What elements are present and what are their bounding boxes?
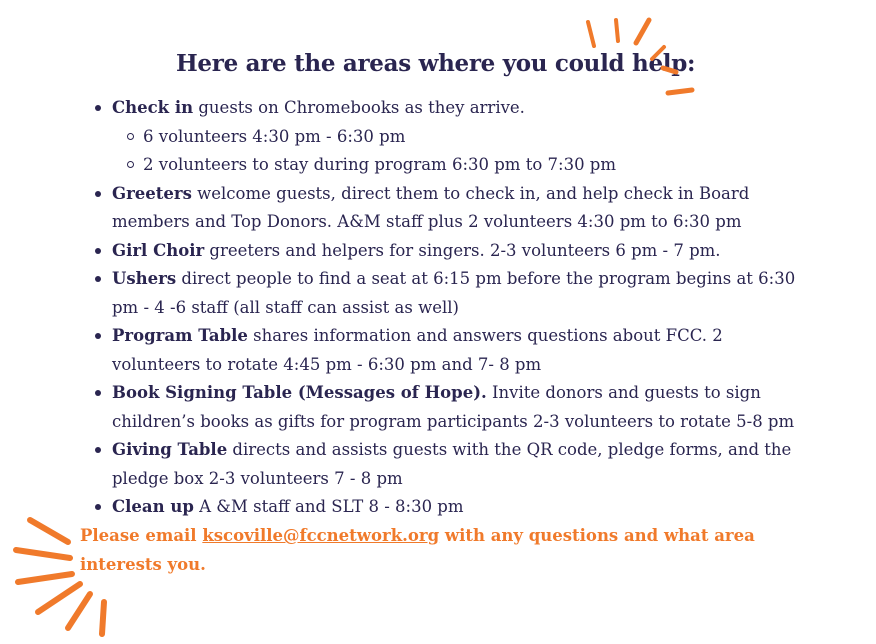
item-text: shares information and answers questions about FCC. 2 volunteers to rotate 4:45 pm - 6:30 pm and 7- 8 pm (112, 326, 723, 374)
item-text: greeters and helpers for singers. 2-3 volunteers 6 pm - 7 pm. (204, 240, 721, 260)
contact-prefix: Please email (80, 526, 203, 545)
item-label: Book Signing Table (Messages of Hope). (112, 383, 487, 402)
list-item (112, 322, 812, 379)
item-text: welcome guests, direct them to check in, and help check in Board members and Top Donors. A&M staff plus 2 volunteers 4:30 pm to 6:30 pm (112, 183, 750, 231)
item-text: Invite donors and guests to sign children’s books as gifts for program participants 2-3 volunteers to rotate 5-8 pm (112, 383, 795, 431)
item-label: Ushers (112, 269, 177, 288)
item-label: Program Table (112, 326, 248, 345)
item-text: guests on Chromebooks as they arrive. (193, 98, 525, 117)
list-item (112, 265, 812, 322)
help-areas-list (112, 94, 812, 522)
list-item (112, 237, 812, 266)
item-text: direct people to find a seat at 6:15 pm before the program begins at 6:30 pm - 4 -6 staff (all staff can assist as well) (112, 269, 796, 317)
item-label: Girl Choir (112, 240, 205, 260)
item-label: Check in (112, 98, 194, 117)
contact-suffix: with any questions and what area interests you. (80, 526, 755, 574)
item-text: directs and assists guests with the QR code, pledge forms, and the pledge box 2-3 volunteers 7 - 8 pm (112, 440, 792, 488)
item-text: A &M staff and SLT 8 - 8:30 pm (193, 497, 464, 516)
email-link[interactable]: kscoville@fccnetwork.org (202, 526, 440, 545)
sub-list-item: 6 volunteers 4:30 pm - 6:30 pm (143, 123, 812, 152)
page-title: Here are the areas where you could help: (176, 50, 696, 77)
sunburst-top-right-icon (580, 14, 700, 104)
list-item (112, 94, 812, 180)
item-label: Clean up (112, 497, 194, 516)
check-in-sublist (112, 123, 812, 180)
list-item (112, 436, 812, 493)
item-label: Greeters (112, 183, 192, 203)
list-item (112, 493, 812, 522)
sub-list-item: 2 volunteers to stay during program 6:30 pm to 7:30 pm (143, 151, 812, 180)
list-item (112, 180, 812, 237)
item-label: Giving Table (112, 440, 228, 459)
list-item (112, 379, 812, 436)
contact-note (80, 522, 780, 579)
sunburst-bottom-left-icon (10, 512, 120, 642)
